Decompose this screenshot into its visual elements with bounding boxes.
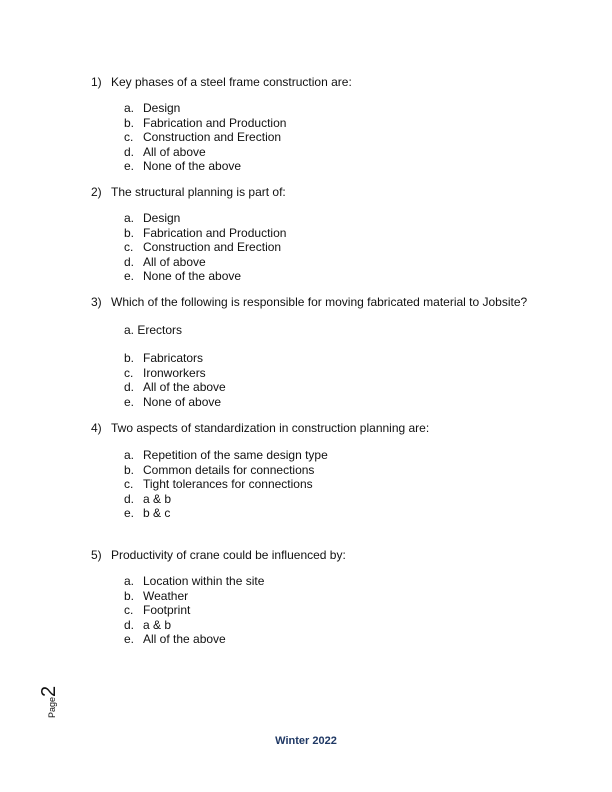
option-item: c. Footprint [124, 603, 191, 618]
footer-term: Winter 2022 [275, 735, 337, 747]
option-item: c. Ironworkers [124, 365, 206, 380]
option-item: c. Construction and Erection [124, 240, 282, 255]
option-item: a. Location within the site [124, 574, 265, 588]
question-2 [91, 185, 286, 199]
option-item: b. Fabricators [124, 351, 204, 365]
question-2-options [124, 211, 286, 284]
option-item: e. None of the above [124, 269, 242, 284]
page-word: Page [47, 696, 57, 718]
question-text: The structural planning is part of: [111, 185, 286, 199]
option-item: e. None of above [124, 394, 222, 409]
question-3 [91, 295, 527, 309]
option-item: e. b & c [124, 506, 171, 521]
option-item: d. All of above [124, 254, 206, 269]
option-item: e. All of the above [124, 632, 226, 647]
question-1-options [124, 101, 286, 174]
question-text: Which of the following is responsible for moving fabricated material to Jobsite? [111, 295, 528, 309]
page-number: 2 [38, 685, 60, 697]
question-text: Key phases of a steel frame construction are: [111, 75, 352, 89]
option-item: a. Design [124, 211, 181, 225]
option-item: c. Tight tolerances for connections [124, 477, 313, 492]
question-number: 4) [91, 421, 102, 435]
option-item: d. a & b [124, 617, 172, 632]
question-1 [91, 75, 352, 89]
page-number-label [38, 686, 61, 718]
option-item: c. Construction and Erection [124, 130, 282, 145]
option-item: e. None of the above [124, 159, 242, 174]
question-5 [91, 548, 346, 562]
question-4 [91, 421, 429, 435]
question-text: Two aspects of standardization in construction planning are: [111, 421, 430, 435]
option-item: b. Fabrication and Production [124, 115, 287, 130]
question-number: 5) [91, 548, 102, 562]
question-3-first-option: a. Erectors [124, 323, 183, 337]
question-number: 1) [91, 75, 102, 89]
question-text: Productivity of crane could be influenced by: [111, 548, 346, 562]
question-5-options [124, 574, 264, 647]
option-item: b. Fabrication and Production [124, 225, 287, 240]
option-item: d. All of the above [124, 380, 226, 395]
option-item: b. Weather [124, 588, 189, 603]
option-item: d. a & b [124, 491, 172, 506]
option-item: a. Design [124, 101, 181, 115]
question-3-options [124, 351, 226, 409]
question-number: 3) [91, 295, 102, 309]
question-number: 2) [91, 185, 102, 199]
option-item: b. Common details for connections [124, 462, 315, 477]
option-item: a. Repetition of the same design type [124, 448, 328, 462]
option-item: d. All of above [124, 144, 206, 159]
question-4-options [124, 448, 328, 521]
